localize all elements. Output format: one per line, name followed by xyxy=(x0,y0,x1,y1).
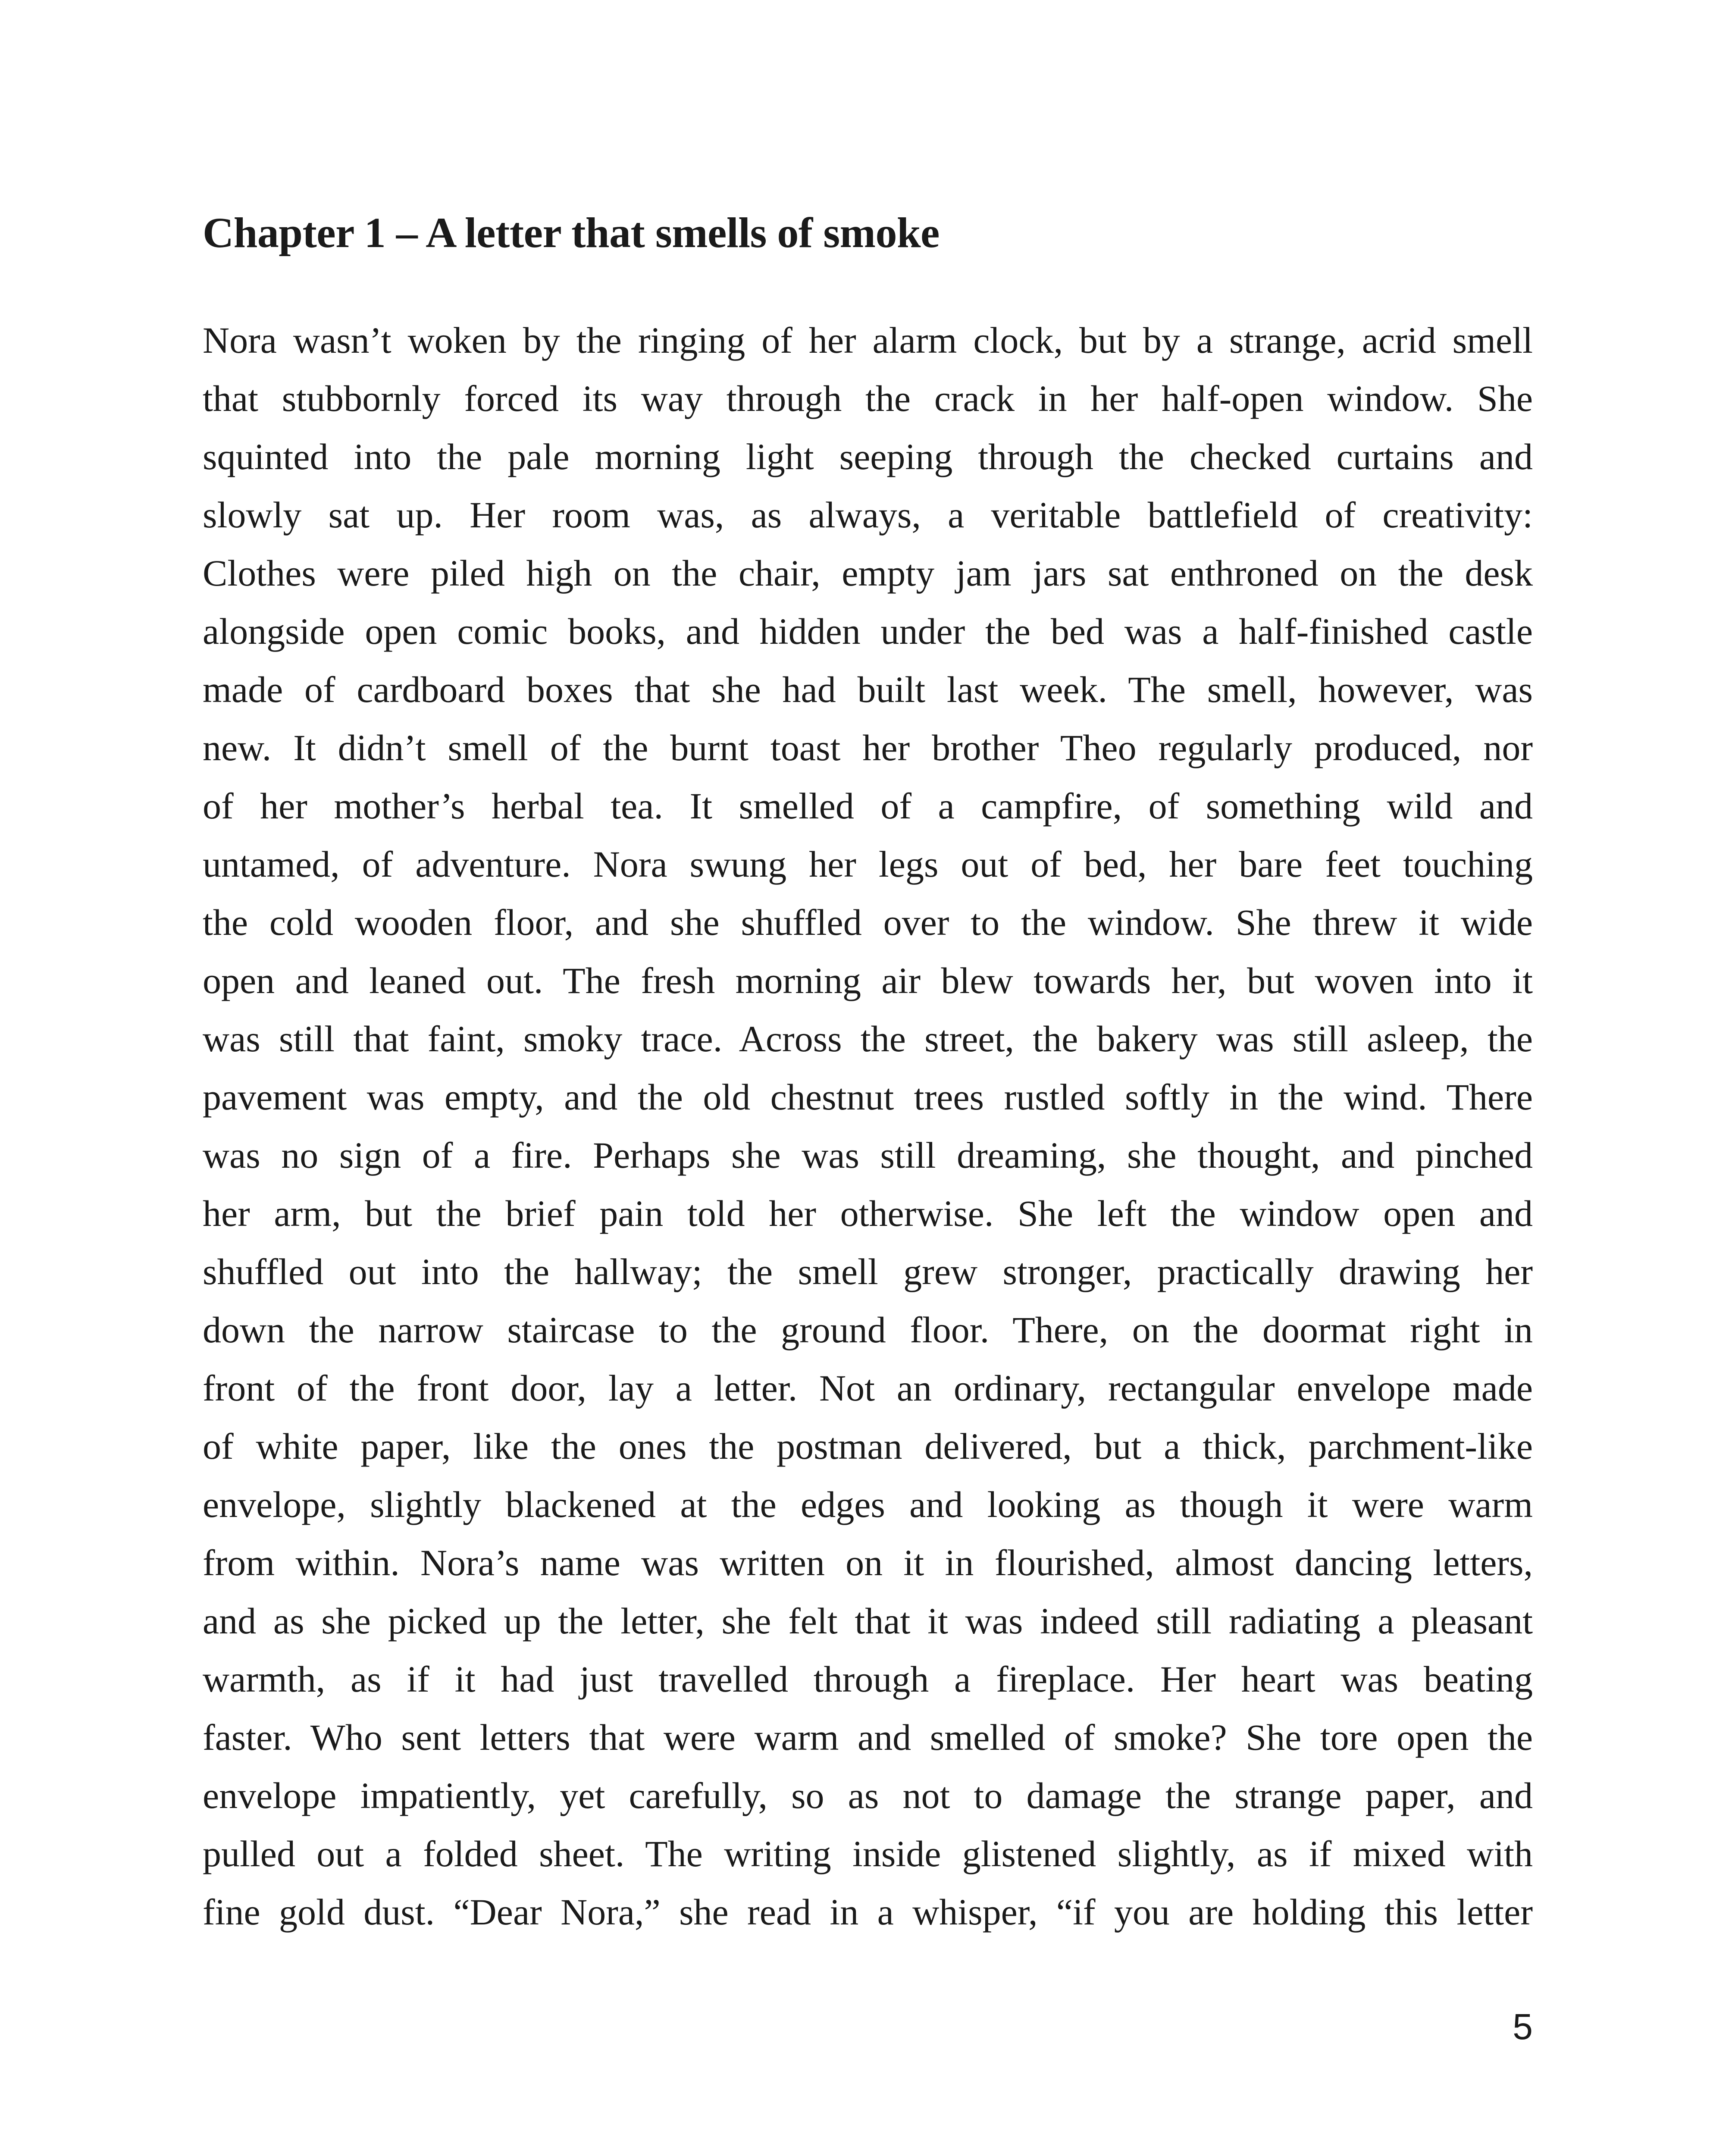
text-line: from within. Nora’s name was written on it in flourished, almost dancing letters, xyxy=(203,1542,1533,1583)
text-line: that stubbornly forced its way through the crack in her half-open window. She xyxy=(203,378,1533,419)
text-line: Clothes were piled high on the chair, empty jam jars sat enthroned on the desk xyxy=(203,552,1533,594)
text-line: of her mother’s herbal tea. It smelled of a campfire, of something wild and xyxy=(203,785,1533,827)
text-line: Nora wasn’t woken by the ringing of her alarm clock, but by a strange, acrid smell xyxy=(203,320,1533,361)
text-line: her arm, but the brief pain told her otherwise. She left the window open and xyxy=(203,1193,1533,1234)
text-line: faster. Who sent letters that were warm and smelled of smoke? She tore open the xyxy=(203,1717,1533,1758)
text-line: squinted into the pale morning light seeping through the checked curtains and xyxy=(203,436,1533,477)
text-line: new. It didn’t smell of the burnt toast her brother Theo regularly produced, nor xyxy=(203,727,1533,768)
text-line: and as she picked up the letter, she felt that it was indeed still radiating a pleasant xyxy=(203,1600,1533,1642)
body-paragraph xyxy=(203,311,1533,1941)
text-line: envelope, slightly blackened at the edges and looking as though it were warm xyxy=(203,1484,1533,1525)
text-line: slowly sat up. Her room was, as always, a veritable battlefield of creativity: xyxy=(203,494,1533,536)
text-line: the cold wooden floor, and she shuffled over to the window. She threw it wide xyxy=(203,902,1533,943)
text-line: alongside open comic books, and hidden under the bed was a half-finished castle xyxy=(203,611,1533,652)
text-line: of white paper, like the ones the postman delivered, but a thick, parchment-like xyxy=(203,1426,1533,1467)
text-line: pulled out a folded sheet. The writing inside glistened slightly, as if mixed with xyxy=(203,1833,1533,1874)
text-line: was still that faint, smoky trace. Across the street, the bakery was still asleep, the xyxy=(203,1018,1533,1059)
page-number: 5 xyxy=(1513,2006,1533,2047)
text-line: shuffled out into the hallway; the smell grew stronger, practically drawing her xyxy=(203,1251,1533,1292)
text-line: was no sign of a fire. Perhaps she was still dreaming, she thought, and pinched xyxy=(203,1134,1533,1176)
text-line: untamed, of adventure. Nora swung her legs out of bed, her bare feet touching xyxy=(203,843,1533,885)
text-line: open and leaned out. The fresh morning air blew towards her, but woven into it xyxy=(203,960,1533,1001)
text-line: down the narrow staircase to the ground floor. There, on the doormat right in xyxy=(203,1309,1533,1351)
text-line: front of the front door, lay a letter. Not an ordinary, rectangular envelope made xyxy=(203,1367,1533,1409)
text-line: made of cardboard boxes that she had built last week. The smell, however, was xyxy=(203,669,1533,710)
text-line: warmth, as if it had just travelled through a fireplace. Her heart was beating xyxy=(203,1658,1533,1700)
chapter-title: Chapter 1 – A letter that smells of smoke xyxy=(203,209,940,257)
text-line: fine gold dust. “Dear Nora,” she read in a whisper, “if you are holding this letter xyxy=(203,1891,1533,1933)
text-line: envelope impatiently, yet carefully, so as not to damage the strange paper, and xyxy=(203,1775,1533,1816)
text-line: pavement was empty, and the old chestnut trees rustled softly in the wind. There xyxy=(203,1076,1533,1118)
